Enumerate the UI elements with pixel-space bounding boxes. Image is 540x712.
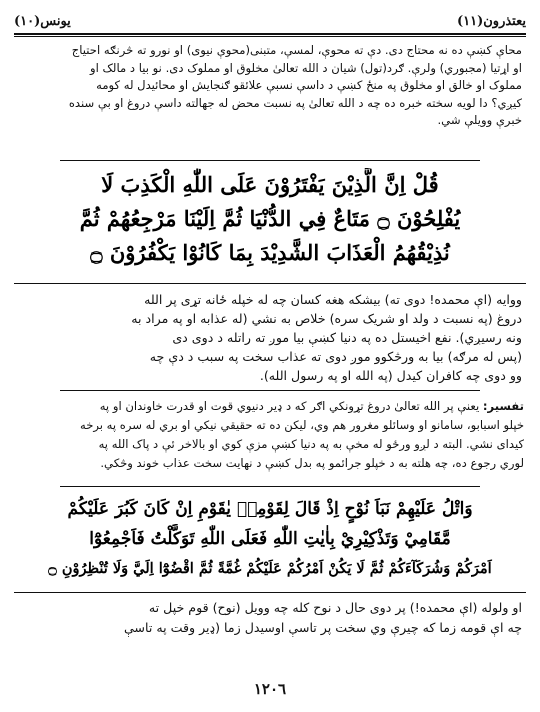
translation-line: (پس له مرګه) بیا به ورڅکوو موږ دوی ته عذاب سخت په سبب د دې چه [149, 349, 522, 364]
quran-verse-69-70 [20, 168, 520, 270]
tafsir-paragraph [18, 397, 524, 473]
tafsir-label: تفسیر: [482, 399, 524, 413]
tafsir-first-line [18, 397, 524, 416]
translation-paragraph-2 [18, 598, 522, 638]
verse-line: يُفْلِحُوْنَ ۝ مَتَاعٌ فِي الدُّنْيَا ثُمَّ اِلَيْنَا مَرْجِعُهُمْ ثُمَّ [79, 206, 461, 231]
header-rule-thin [14, 36, 526, 37]
verse-line: اَمْرَكُمْ وَشُرَكَآءَكُمْ ثُمَّ لَا يَكُنْ اَمْرُكُمْ عَلَيْكُمْ غُمَّةً ثُمَّ اقْضُوْٓا اِلَيَّ وَلَا تُنْظِرُوْنِ ۝ [48, 560, 492, 577]
page-number: ١٢٠٦ [253, 680, 287, 698]
header-rule [14, 33, 526, 35]
tafsir-line: لوري رجوع ده، چه هلته به د خپلو جرائمو په بدل کښې د نهایت سخت عذاب خوند وڅکي. [100, 456, 524, 470]
translation-line: چه اې قومه زما که چیرې وي سخت پر تاسې اوسیدل زما (ډیر وقت په تاسې [123, 620, 522, 635]
section-divider [60, 160, 480, 161]
header-right-title: يعتذرون(١١) [456, 13, 526, 29]
section-divider [60, 390, 480, 391]
header-left-title: يونس(١٠) [14, 13, 71, 29]
translation-line: ونه رسیږي). نفع اخیستل ده په دنیا کښې بیا موږ ته راتله د دوی دی [172, 330, 522, 345]
intro-line: کیږي؟ دا لویه سخته خبره ده چه د الله تعالیٰ په نسبت محض له جهالته داسې دروغ او بې سنده [68, 95, 522, 110]
intro-paragraph [24, 42, 522, 130]
verse-line: مَّقَامِيْ وَتَذْكِيْرِيْ بِاٰيٰتِ اللّٰهِ فَعَلَى اللّٰهِ تَوَكَّلْتُ فَاَجْمِعُوْٓا [89, 529, 451, 549]
tafsir-text: یعنې پر الله تعالیٰ دروغ تړونکي اګر که د ډیر دنیوي قوت او قدرت خاوندان او په [99, 399, 483, 413]
translation-line: دروغ (په نسبت د ولد او شریک سره) خلاص به نشي (له عذابه او په مراد به [131, 311, 522, 326]
quran-verse-71 [16, 494, 524, 584]
intro-line: محاې کښې ده نه محتاج دی. دې ته محوې، لمسې، متبنی(محوې نیوی) او نورو ته څرنګه احتیاج [71, 43, 522, 57]
tafsir-line: خپلو اسبابو، سامانو او وسائلو مغرور هم وي، لیکن ده ته حقیقي نیکي او بري له سره په برخه [79, 418, 524, 432]
tafsir-line: کیدای نشي. البته د لږو ورځو له مخې به په دنیا کښې مزې کوي او بالاخر ئې د پاک الله په [98, 437, 524, 451]
intro-line: خبرې وویلې شي. [437, 113, 522, 128]
intro-line: مملوک او خالق او مخلوق په منځ کښې د داسې نسبې علائقو ګنجایش او محائیدل له کومه [96, 78, 522, 93]
translation-line: او ولوله (اې محمده!) پر دوی حال د نوح کله چه وویل (نوح) قوم خپل ته [148, 600, 522, 615]
translation-line: وو دوی چه کافران کیدل (په الله او په رسول الله). [259, 368, 522, 383]
translation-paragraph-1 [18, 290, 522, 385]
section-divider [14, 283, 526, 284]
intro-line: او اړتیا (مجبوري) ولرې. ګرد(تول) شیان د الله تعالیٰ مخلوق او مملوک دی. نو بیا د مالک او [90, 60, 522, 75]
running-header [14, 10, 526, 32]
verse-line: نُذِيْقُهُمُ الْعَذَابَ الشَّدِيْدَ بِمَا كَانُوْا يَكْفُرُوْنَ ۝ [90, 240, 450, 265]
verse-line: وَاتْلُ عَلَيْهِمْ نَبَاَ نُوْحٍ اِذْ قَالَ لِقَوْمِهٖ يٰقَوْمِ اِنْ كَانَ كَبُرَ عَلَيْكُمْ [67, 499, 473, 519]
translation-line: ووایه (اې محمده! دوی ته) بیشکه هغه کسان چه له خپله ځانه تړی پر الله [144, 292, 522, 307]
section-divider [60, 486, 480, 487]
verse-line: قُلْ اِنَّ الَّذِيْنَ يَفْتَرُوْنَ عَلَى اللّٰهِ الْكَذِبَ لَا [101, 172, 439, 197]
section-divider [14, 592, 526, 593]
